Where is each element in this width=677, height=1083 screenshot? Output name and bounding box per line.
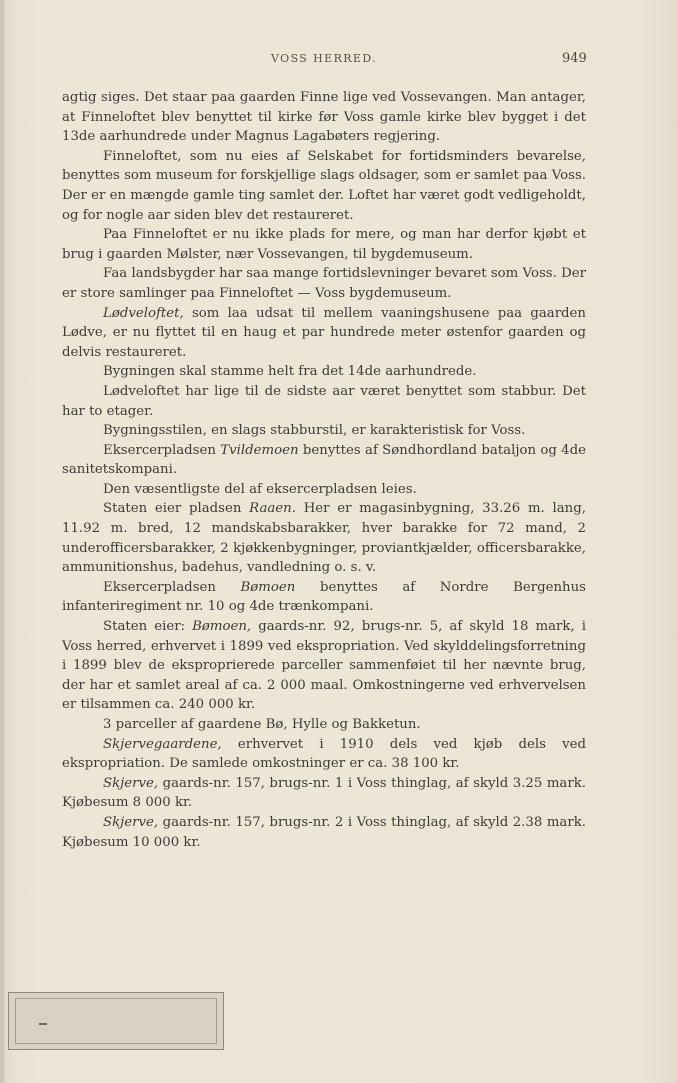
paragraph-17: Skjerve, gaards-nr. 157, brugs-nr. 2 i Voss thinglag, af skyld 2.38 mark. Kjøbesum 10 000 kr. <box>62 814 586 850</box>
paragraph-2: Finneloftet, som nu eies af Selskabet for fortidsminders bevarelse, benyttes som museum for forskjellige slags oldsager, som er samlet paa Voss. Der er en mængde gamle ting samlet der. Loftet har været godt vedligeholdt, og for nogle aar siden blev det restaureret. <box>62 148 586 223</box>
running-title: VOSS HERRED. <box>271 52 378 65</box>
stamp-inner-frame <box>15 998 217 1044</box>
italic-term: Bømoen <box>240 579 296 595</box>
italic-term: Raaen. <box>249 501 296 517</box>
italic-term: Skjervegaardene, <box>103 736 222 752</box>
paragraph-8: Bygningsstilen, en slags stabburstil, er karakteristisk for Voss. <box>103 423 526 439</box>
paragraph-15: Skjervegaardene, erhvervet i 1910 dels ved kjøb dels ved ekspropriation. De samlede omkostninger er ca. 38 100 kr. <box>62 736 586 772</box>
italic-term: Lødveloftet, <box>103 305 184 321</box>
paragraph-1: agtig siges. Det staar paa gaarden Finne lige ved Vossevangen. Man antager, at Finneloftet blev benyttet til kirke før Voss gamle kirke blev bygget i det 13de aarhundrede under Magnus Lagabøters regjering. <box>62 90 586 145</box>
page-number: 949 <box>562 51 587 66</box>
paragraph-6: Bygningen skal stamme helt fra det 14de aarhundrede. <box>103 364 477 380</box>
paragraph-13: Staten eier: Bømoen, gaards-nr. 92, brugs-nr. 5, af skyld 18 mark, i Voss herred, erhvervet i 1899 ved ekspropriation. Ved skylddelingsforretning i 1899 blev de eksproprierede parceller sammenføiet til her nævnte brug, der har et samlet areal af ca. 2 000 maal. Omkostningerne ved erhvervelsen er tilsammen ca. 240 000 kr. <box>62 619 586 713</box>
paragraph-5: Lødveloftet, som laa udsat til mellem vaaningshusene paa gaarden Lødve, er nu flyttet til en haug et par hundrede meter østenfor gaarden og delvis restaureret. <box>62 305 586 360</box>
paragraph-12: Eksercerpladsen Bømoen benyttes af Nordre Bergenhus infanteriregiment nr. 10 og 4de trænkompani. <box>62 579 586 615</box>
paragraph-3: Paa Finneloftet er nu ikke plads for mere, og man har derfor kjøbt et brug i gaarden Mølster, nær Vossevangen, til bygdemuseum. <box>62 227 586 262</box>
paragraph-7: Lødveloftet har lige til de sidste aar været benyttet som stabbur. Det har to etager. <box>62 383 586 419</box>
body-text <box>62 88 586 852</box>
paragraph-4: Faa landsbygder har saa mange fortidslevninger bevaret som Voss. Der er store samlinger paa Finneloftet — Voss bygdemuseum. <box>62 266 586 301</box>
paragraph-16: Skjerve, gaards-nr. 157, brugs-nr. 1 i Voss thinglag, af skyld 3.25 mark. Kjøbesum 8 000 kr. <box>62 775 586 811</box>
paragraph-10: Den væsentligste del af eksercerpladsen leies. <box>103 481 417 497</box>
paragraph-14: 3 parceller af gaardene Bø, Hylle og Bakketun. <box>103 717 421 732</box>
italic-term: Skjerve, <box>103 814 159 830</box>
page-header <box>0 48 677 72</box>
paragraph-9: Eksercerpladsen Tvildemoen benyttes af Søndhordland bataljon og 4de sanitetskompani. <box>62 442 586 478</box>
italic-term: Skjerve, <box>103 775 159 791</box>
dash-mark <box>39 1023 47 1025</box>
page-edge <box>0 0 4 1083</box>
paragraph-11: Staten eier pladsen Raaen. Her er magasinbygning, 33.26 m. lang, 11.92 m. bred, 12 mandskabsbarakker, hver barakke for 72 mand, 2 underofficersbarakker, 2 kjøkkenbygninger, proviantkjælder, officersbarakke, ammunitionshus, badehus, vandledning o. s. v. <box>62 501 586 576</box>
italic-term: Tvildemoen <box>220 442 299 458</box>
library-stamp-box <box>8 992 224 1050</box>
italic-term: Bømoen, <box>192 619 252 635</box>
